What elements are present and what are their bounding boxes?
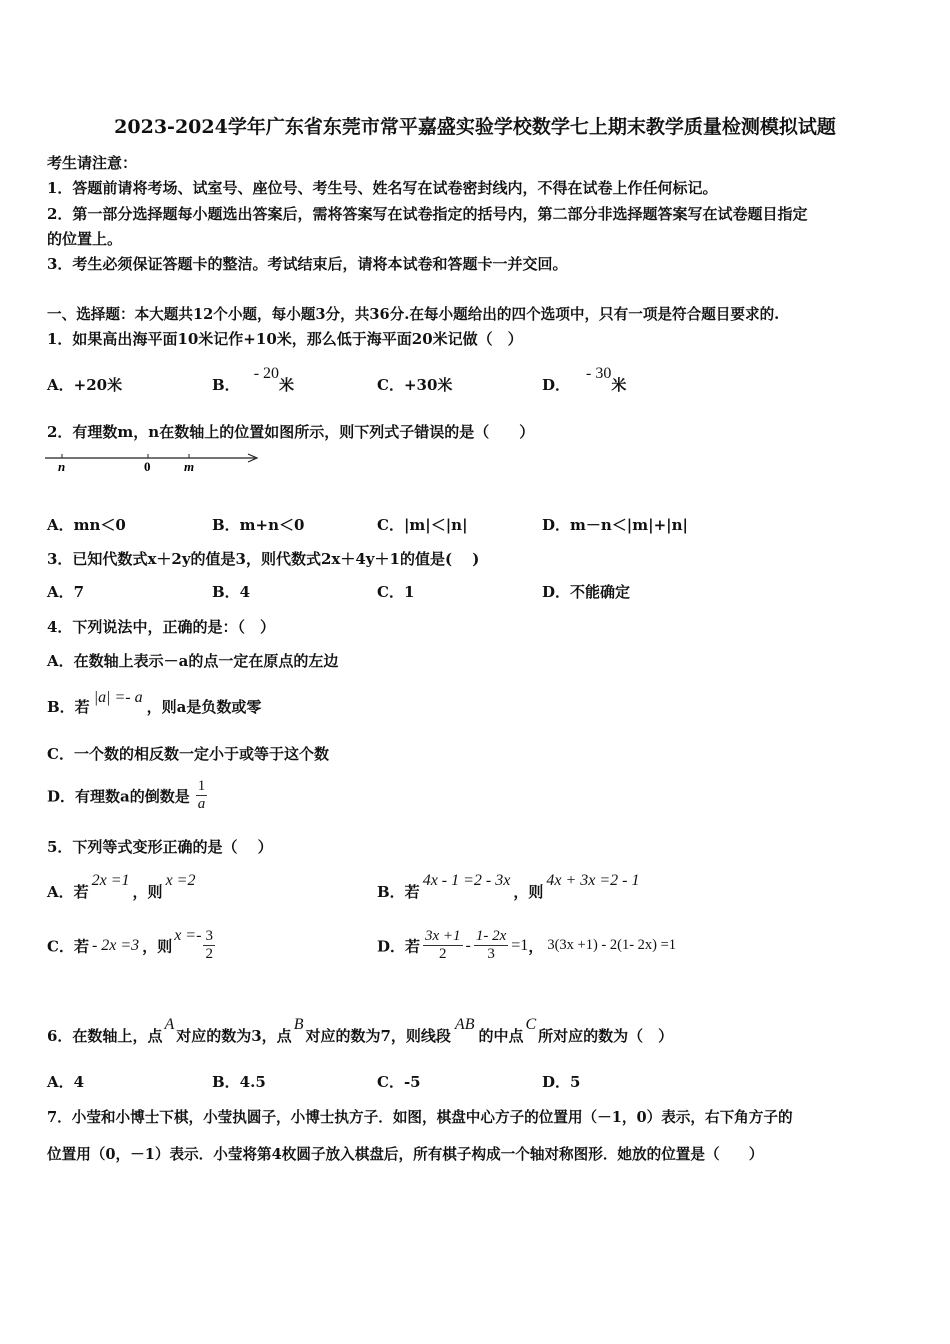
page-title: 2023-2024学年广东省东莞市常平嘉盛实验学校数学七上期末教学质量检测模拟试题 xyxy=(114,116,836,138)
fraction-numerator: 1 xyxy=(196,778,208,796)
q1-option-d xyxy=(542,365,627,395)
point-label: B xyxy=(293,1016,304,1033)
option-text: B．若 xyxy=(377,883,420,901)
stem-text: 6．在数轴上，点 xyxy=(47,1027,163,1045)
math-expression: 4x - 1 =2 - 3x xyxy=(422,872,511,889)
label-n: n xyxy=(58,459,66,474)
option-text: ，则 xyxy=(132,883,163,901)
q4-option-a: A．在数轴上表示－a的点一定在原点的左边 xyxy=(47,652,339,670)
notice-item: 2．第一部分选择题每小题选出答案后，需将答案写在试卷指定的括号内，第二部分非选择题答案写在试卷题目指定 xyxy=(47,205,808,223)
option-label: D． xyxy=(542,376,571,394)
notice-item: 3．考生必须保证答题卡的整洁。考试结束后，请将本试卷和答题卡一并交回。 xyxy=(47,255,568,273)
option-text: A．若 xyxy=(47,883,89,901)
question-7-stem: 7．小莹和小博士下棋，小莹执圆子，小博士执方子．如图，棋盘中心方子的位置用（－1，0）表示，右下角方子的 xyxy=(47,1109,793,1126)
fraction-denominator: 2 xyxy=(439,946,447,963)
option-text: ，则a是负数或零 xyxy=(146,698,262,716)
math-expression: =1 xyxy=(511,936,529,954)
fraction xyxy=(474,928,508,964)
q3-option-c: C．1 xyxy=(377,583,415,601)
question-4-stem: 4．下列说法中，正确的是：（ ） xyxy=(47,618,275,636)
option-text: ， xyxy=(528,937,544,956)
q5-option-b xyxy=(377,872,642,902)
fraction-denominator: 3 xyxy=(487,946,495,963)
q4-option-b xyxy=(47,689,262,717)
question-6-stem xyxy=(47,1016,674,1046)
q2-option-c: C．|m|＜|n| xyxy=(377,516,468,534)
notice-heading: 考生请注意： xyxy=(47,154,138,172)
q2-option-a: A．mn＜0 xyxy=(47,516,126,534)
fraction xyxy=(203,928,215,964)
point-label: C xyxy=(525,1016,537,1033)
q1-option-b xyxy=(212,365,295,395)
math-expression: 2x =1 xyxy=(91,872,130,889)
math-expression: 4x + 3x =2 - 1 xyxy=(546,872,640,889)
fraction xyxy=(196,778,208,814)
q4-option-c: C．一个数的相反数一定小于或等于这个数 xyxy=(47,745,329,763)
math-expression: x =2 xyxy=(165,872,196,889)
math-expression: - 20 xyxy=(253,365,280,382)
number-line-diagram xyxy=(45,448,265,478)
question-2-stem: 2．有理数m，n在数轴上的位置如图所示，则下列式子错误的是（ ） xyxy=(47,423,535,441)
option-label: B． xyxy=(212,376,240,394)
section-heading: 一、选择题：本大题共12个小题，每小题3分，共36分.在每小题给出的四个选项中，只有一项是符合题目要求的. xyxy=(47,306,780,323)
stem-text: 对应的数为3，点 xyxy=(176,1027,292,1045)
notice-item: 的位置上。 xyxy=(47,230,123,248)
q4-option-d xyxy=(47,778,207,814)
question-1-stem: 1．如果高出海平面10米记作+10米，那么低于海平面20米记做（ ） xyxy=(47,330,523,348)
q3-option-a: A．7 xyxy=(47,583,85,601)
stem-text: 的中点 xyxy=(478,1027,524,1045)
option-text: D．有理数a的倒数是 xyxy=(47,787,190,806)
math-operator: - xyxy=(465,936,471,954)
q3-option-b: B．4 xyxy=(212,583,251,601)
fraction-numerator: 3x +1 xyxy=(423,928,463,946)
q2-option-d: D．m－n＜|m|+|n| xyxy=(542,516,688,534)
math-expression: |a| =- a xyxy=(93,689,143,706)
unit: 米 xyxy=(279,376,295,394)
option-text: ，则 xyxy=(513,883,544,901)
math-expression: - 2x =3 xyxy=(91,936,140,954)
fraction-denominator: a xyxy=(197,796,206,813)
segment-label: AB xyxy=(454,1016,475,1033)
fraction-denominator: 2 xyxy=(205,946,213,963)
option-text: C．若 xyxy=(47,937,89,956)
label-m: m xyxy=(184,459,195,474)
math-expression: - 30 xyxy=(586,365,612,382)
q2-option-b: B．m+n＜0 xyxy=(212,516,305,534)
label-zero: 0 xyxy=(144,459,151,474)
stem-text: 所对应的数为（ ） xyxy=(538,1027,674,1045)
math-expression: 3(3x +1) - 2(1- 2x) =1 xyxy=(547,937,677,954)
q6-option-d: D．5 xyxy=(542,1073,581,1091)
fraction-numerator: 1- 2x xyxy=(474,928,508,946)
question-5-stem: 5．下列等式变形正确的是（ ） xyxy=(47,838,273,856)
q6-option-a: A．4 xyxy=(47,1073,85,1091)
math-expression: x =- xyxy=(174,926,202,944)
q5-option-c xyxy=(47,928,215,964)
q3-option-d: D．不能确定 xyxy=(542,583,631,601)
q6-option-c: C．-5 xyxy=(377,1073,421,1091)
question-7-stem-cont: 位置用（0，－1）表示．小莹将第4枚圆子放入棋盘后，所有棋子构成一个轴对称图形．她放的位置是（ ） xyxy=(47,1146,764,1163)
option-text: D．若 xyxy=(377,937,421,956)
stem-text: 对应的数为7，则线段 xyxy=(305,1027,451,1045)
q1-option-c: C．+30米 xyxy=(377,376,453,394)
unit: 米 xyxy=(611,376,627,394)
q6-option-b: B．4.5 xyxy=(212,1073,266,1091)
notice-item: 1．答题前请将考场、试室号、座位号、考生号、姓名写在试卷密封线内，不得在试卷上作任何标记。 xyxy=(47,179,718,197)
question-3-stem: 3．已知代数式x＋2y的值是3，则代数式2x＋4y＋1的值是( ) xyxy=(47,550,480,568)
option-text: ，则 xyxy=(142,937,173,956)
point-label: A xyxy=(164,1016,175,1033)
fraction-numerator: 3 xyxy=(203,928,215,946)
option-text: B．若 xyxy=(47,698,90,716)
q5-option-d xyxy=(377,928,676,964)
q1-option-a: A．+20米 xyxy=(47,376,123,394)
fraction xyxy=(423,928,463,964)
q5-option-a xyxy=(47,872,198,902)
